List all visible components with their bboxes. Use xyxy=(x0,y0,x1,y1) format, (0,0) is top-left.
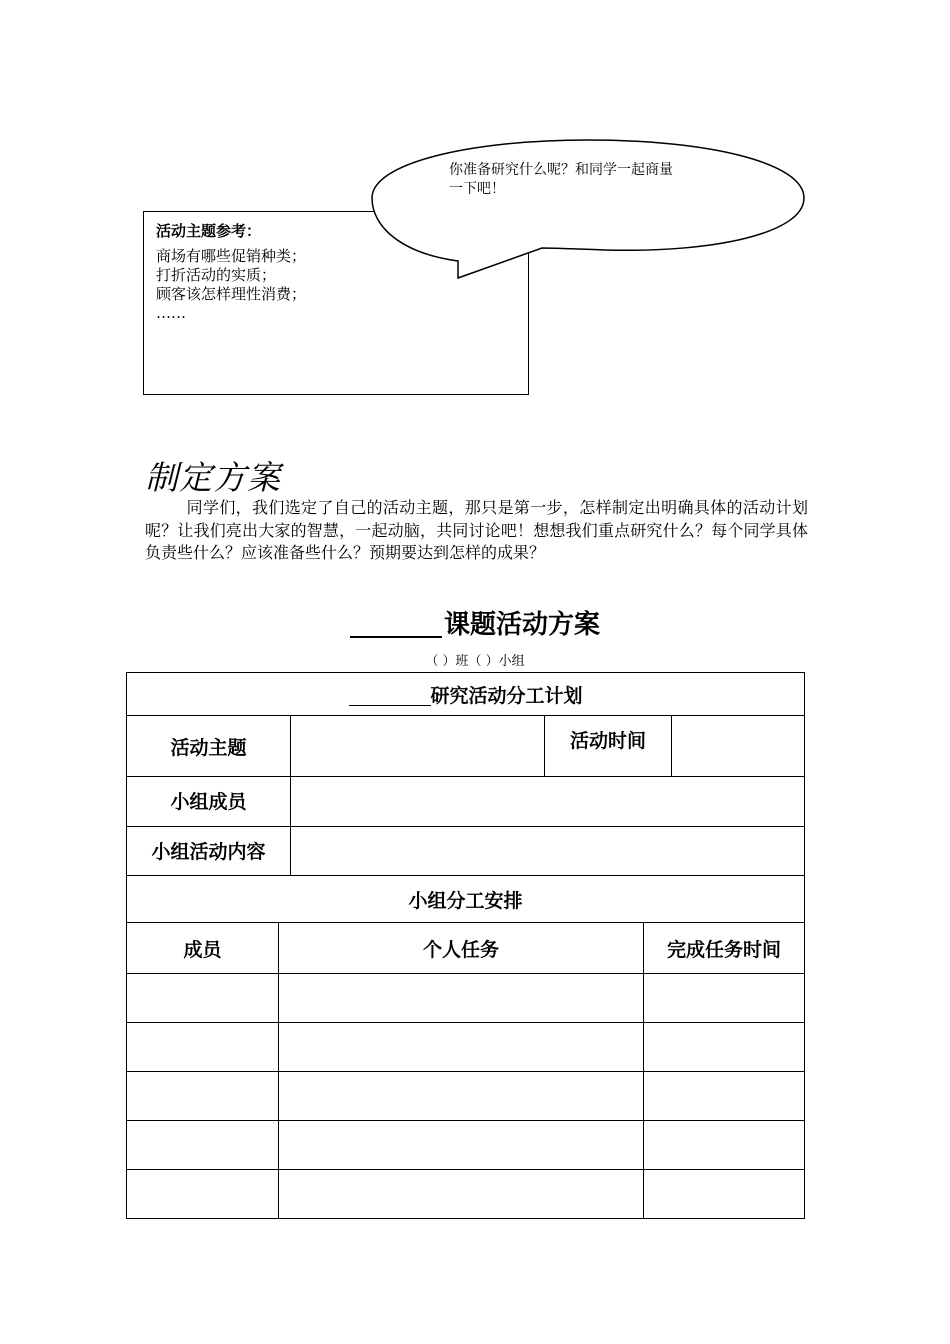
member-cell[interactable] xyxy=(127,1170,279,1219)
task-cell[interactable] xyxy=(279,1170,644,1219)
col-member-header: 成员 xyxy=(127,923,279,974)
table-row xyxy=(127,1023,805,1072)
member-cell[interactable] xyxy=(127,1121,279,1170)
title-blank-line xyxy=(350,610,442,638)
topic-label: 活动主题 xyxy=(127,716,291,777)
due-time-cell[interactable] xyxy=(644,1170,805,1219)
reference-item: 商场有哪些促销种类； xyxy=(156,247,307,265)
table-row xyxy=(127,1170,805,1219)
content-field[interactable] xyxy=(291,827,805,876)
reference-item: 顾客该怎样理性消费； xyxy=(156,285,307,303)
reference-item: 打折活动的实质； xyxy=(156,266,277,284)
time-field[interactable] xyxy=(672,716,805,777)
col-task-header: 个人任务 xyxy=(279,923,644,974)
intro-paragraph: 同学们，我们选定了自己的活动主题，那只是第一步，怎样制定出明确具体的活动计划呢？让我们亮出大家的智慧，一起动脑，共同讨论吧！想想我们重点研究什么？每个同学具体负责些什么？应该准备些什么？预期要达到怎样的成果？ xyxy=(145,498,808,562)
header-blank-line xyxy=(349,685,431,706)
members-field[interactable] xyxy=(291,777,805,827)
plan-title: 课题活动方案 xyxy=(0,604,950,641)
due-time-cell[interactable] xyxy=(644,1121,805,1170)
reference-item: …… xyxy=(156,304,186,322)
task-cell[interactable] xyxy=(279,974,644,1023)
content-label: 小组活动内容 xyxy=(127,827,291,876)
table-row xyxy=(127,1072,805,1121)
members-label: 小组成员 xyxy=(127,777,291,827)
activity-plan-table xyxy=(126,672,805,1219)
due-time-cell[interactable] xyxy=(644,1023,805,1072)
member-cell[interactable] xyxy=(127,1023,279,1072)
time-label: 活动时间 xyxy=(545,716,672,777)
due-time-cell[interactable] xyxy=(644,1072,805,1121)
table-row xyxy=(127,974,805,1023)
task-cell[interactable] xyxy=(279,1121,644,1170)
task-cell[interactable] xyxy=(279,1023,644,1072)
member-cell[interactable] xyxy=(127,1072,279,1121)
task-cell[interactable] xyxy=(279,1072,644,1121)
topic-field[interactable] xyxy=(291,716,545,777)
table-row xyxy=(127,1121,805,1170)
table-header: 研究活动分工计划 xyxy=(127,673,805,716)
bubble-text: 你准备研究什么呢？和同学一起商量 一下吧！ xyxy=(449,162,673,197)
class-group-line: （ ）班（ ）小组 xyxy=(425,654,525,669)
due-time-cell[interactable] xyxy=(644,974,805,1023)
member-cell[interactable] xyxy=(127,974,279,1023)
col-time-header: 完成任务时间 xyxy=(644,923,805,974)
division-label: 小组分工安排 xyxy=(127,876,805,923)
reference-title: 活动主题参考： xyxy=(156,222,262,240)
section-heading: 制定方案 xyxy=(145,458,281,497)
